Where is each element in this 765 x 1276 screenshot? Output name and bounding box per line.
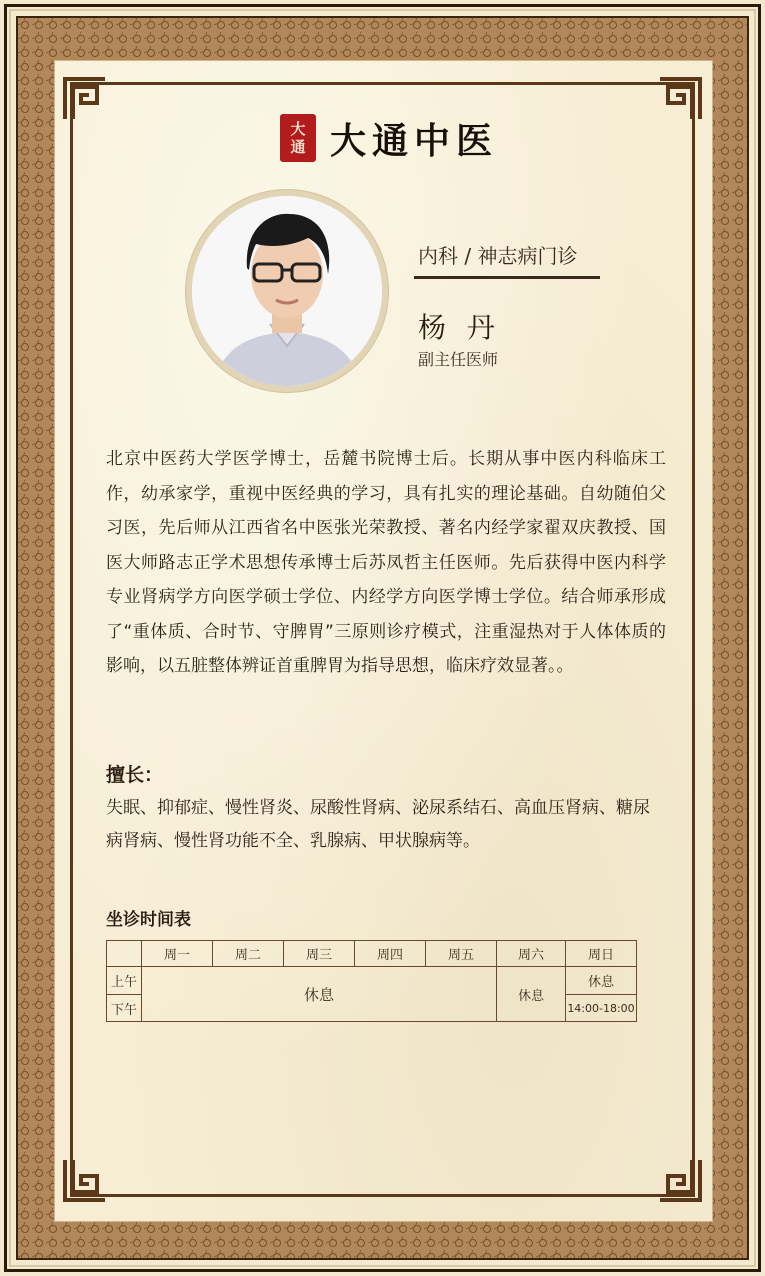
sunday-pm-hours: 14:00-18:00 (566, 995, 637, 1022)
schedule-corner-cell (107, 941, 142, 967)
doctor-bio: 北京中医药大学医学博士，岳麓书院博士后。长期从事中医内科临床工作，幼承家学，重视中医经典的学习，具有扎实的理论基础。自幼随伯父习医，先后师从江西省名中医张光荣教授、著名内经学家翟双庆教授、国医大师路志正学术思想传承博士后苏凤哲主任医师。先后获得中医内科学专业肾病学方向医学硕士学位、内经学方向医学博士学位。结合师承形成了“重体质、合时节、守脾胃”三原则诊疗模式，注重湿热对于人体体质的影响，以五脏整体辨证首重脾胃为指导思想，临床疗效显著。。 (106, 449, 666, 676)
day-header: 周四 (355, 941, 426, 967)
schedule-heading: 坐诊时间表 (106, 910, 191, 930)
sunday-am-status: 休息 (566, 967, 637, 995)
period-label: 下午 (107, 995, 142, 1022)
schedule-table (106, 940, 637, 1022)
doctor-name: 杨 丹 (418, 311, 501, 344)
seal-char-1: 大 (290, 120, 306, 138)
day-header: 周二 (213, 941, 284, 967)
fret-corner-bottom-right-icon (657, 1157, 703, 1203)
seal-stamp-icon (280, 114, 316, 162)
fret-corner-top-left-icon (62, 76, 108, 122)
specialty-heading: 擅长： (106, 764, 164, 786)
fret-corner-top-right-icon (657, 76, 703, 122)
department: 内科 / 神志病门诊 (418, 244, 578, 268)
doctor-photo (192, 196, 382, 386)
fret-corner-bottom-left-icon (62, 1157, 108, 1203)
divider (414, 276, 600, 279)
brand-logo (280, 112, 498, 164)
seal-char-2: 通 (290, 138, 306, 156)
brand-name: 大通中医 (330, 119, 499, 162)
day-header: 周一 (142, 941, 213, 967)
weekday-status: 休息 (142, 967, 497, 1022)
specialty-text: 失眠、抑郁症、慢性肾炎、尿酸性肾病、泌尿系结石、高血压肾病、糖尿病肾病、慢性肾功能不全、乳腺病、甲状腺病等。 (106, 798, 650, 851)
day-header: 周六 (497, 941, 566, 967)
day-header: 周日 (566, 941, 637, 967)
doctor-title: 副主任医师 (418, 350, 499, 369)
day-header: 周五 (426, 941, 497, 967)
day-header: 周三 (284, 941, 355, 967)
saturday-status: 休息 (497, 967, 566, 1022)
period-label: 上午 (107, 967, 142, 995)
